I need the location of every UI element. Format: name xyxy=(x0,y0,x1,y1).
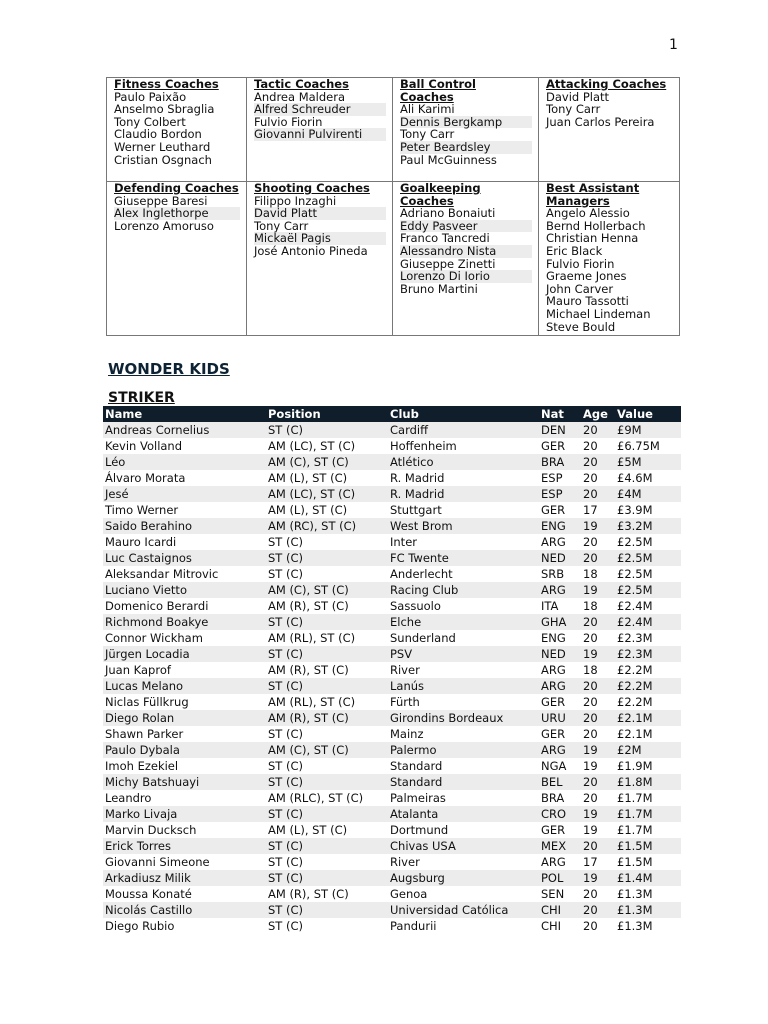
coach-category-cell xyxy=(539,182,680,336)
cell-age: 18 xyxy=(583,599,598,613)
cell-value: £5M xyxy=(615,454,681,470)
coach-name: Eddy Pasveer xyxy=(400,220,532,233)
page-number: 1 xyxy=(669,37,678,53)
cell-nat: CHI xyxy=(541,919,562,933)
cell-club: Augsburg xyxy=(388,870,539,886)
coach-name: Filippo Inzaghi xyxy=(254,193,337,208)
cell-nat: SEN xyxy=(541,887,565,901)
coach-category-cell xyxy=(247,78,393,182)
cell-name: Jürgen Locadia xyxy=(103,646,266,662)
cell-nat: NGA xyxy=(541,759,567,773)
coach-category-cell xyxy=(247,182,393,336)
table-row xyxy=(103,550,681,566)
cell-position: AM (R), ST (C) xyxy=(268,887,349,901)
cell-age: 20 xyxy=(583,439,598,453)
cell-name: Diego Rolan xyxy=(103,710,266,726)
cell-name: Paulo Dybala xyxy=(103,742,266,758)
cell-nat: ENG xyxy=(539,518,581,534)
coach-name: Tony Carr xyxy=(254,218,309,233)
cell-value: £1.9M xyxy=(617,759,653,773)
coach-category-cell xyxy=(107,182,247,336)
coach-name: Paul McGuinness xyxy=(400,152,497,167)
cell-value: £2.2M xyxy=(617,663,653,677)
coaches-table xyxy=(106,77,680,336)
cell-name: Giovanni Simeone xyxy=(105,855,210,869)
table-row xyxy=(103,518,681,534)
table-row xyxy=(103,678,681,694)
cell-value: £2.5M xyxy=(617,535,653,549)
cell-name: Mauro Icardi xyxy=(105,535,177,549)
coach-category-title: Attacking Coaches xyxy=(546,77,667,91)
cell-age: 20 xyxy=(581,454,615,470)
coach-name: Bernd Hollerbach xyxy=(546,218,646,233)
cell-age: 20 xyxy=(583,631,598,645)
coach-name: Steve Bould xyxy=(546,319,616,334)
cell-age: 19 xyxy=(581,646,615,662)
cell-nat: GER xyxy=(541,727,566,741)
cell-club: Hoffenheim xyxy=(390,439,457,453)
table-row xyxy=(103,774,681,790)
table-row xyxy=(103,854,681,870)
cell-club: Atlético xyxy=(388,454,539,470)
coach-name: Werner Leuthard xyxy=(114,139,211,154)
cell-position: ST (C) xyxy=(266,838,388,854)
coach-name: Fulvio Fiorin xyxy=(546,256,615,271)
cell-age: 20 xyxy=(583,727,598,741)
coach-name: Franco Tancredi xyxy=(400,231,490,246)
column-header-club: Club xyxy=(388,406,539,422)
cell-position: AM (L), ST (C) xyxy=(268,503,348,517)
cell-age: 18 xyxy=(583,567,598,581)
coach-category-title: Defending Coaches xyxy=(114,181,239,195)
table-row xyxy=(103,790,681,806)
cell-value: £1.3M xyxy=(617,887,653,901)
cell-nat: ITA xyxy=(541,599,559,613)
cell-name: Niclas Füllkrug xyxy=(105,695,189,709)
coach-name: Giovanni Pulvirenti xyxy=(254,128,386,141)
subsection-title: STRIKER xyxy=(108,390,175,406)
cell-value: £2M xyxy=(615,742,681,758)
cell-nat: URU xyxy=(539,710,581,726)
coach-category-cell xyxy=(393,182,539,336)
table-row xyxy=(103,454,681,470)
cell-name: Luciano Vietto xyxy=(103,582,266,598)
cell-club: River xyxy=(390,663,420,677)
coach-name: José Antonio Pineda xyxy=(254,243,368,258)
cell-name: Juan Kaprof xyxy=(105,663,171,677)
coach-name: Mickaël Pagis xyxy=(254,232,386,245)
cell-name: Leandro xyxy=(105,791,152,805)
cell-club: Sunderland xyxy=(390,631,456,645)
cell-club: Fürth xyxy=(390,695,420,709)
cell-name: Andreas Cornelius xyxy=(103,422,266,438)
cell-name: Lucas Melano xyxy=(103,678,266,694)
cell-club: Girondins Bordeaux xyxy=(388,710,539,726)
cell-value: £1.8M xyxy=(615,774,681,790)
coach-name: David Platt xyxy=(254,207,386,220)
coach-name: Tony Carr xyxy=(400,127,455,142)
cell-age: 17 xyxy=(583,855,598,869)
cell-age: 20 xyxy=(581,902,615,918)
cell-name: Marvin Ducksch xyxy=(105,823,197,837)
cell-position: ST (C) xyxy=(266,646,388,662)
cell-age: 20 xyxy=(583,887,598,901)
cell-position: AM (C), ST (C) xyxy=(266,454,388,470)
cell-name: Timo Werner xyxy=(105,503,179,517)
cell-position: ST (C) xyxy=(268,919,303,933)
cell-nat: NED xyxy=(539,550,581,566)
cell-value: £1.4M xyxy=(615,870,681,886)
cell-age: 19 xyxy=(581,806,615,822)
coach-name: Claudio Bordon xyxy=(114,127,202,142)
cell-nat: BRA xyxy=(541,791,565,805)
cell-nat: ENG xyxy=(541,631,566,645)
cell-name: Richmond Boakye xyxy=(103,614,266,630)
cell-position: ST (C) xyxy=(268,567,303,581)
cell-name: Nicolás Castillo xyxy=(103,902,266,918)
coach-name: Andrea Maldera xyxy=(254,89,346,104)
table-row xyxy=(103,902,681,918)
cell-age: 19 xyxy=(583,759,598,773)
coach-name: Adriano Bonaiuti xyxy=(400,206,496,221)
cell-value: £2.4M xyxy=(617,599,653,613)
cell-name: Arkadiusz Milik xyxy=(103,870,266,886)
cell-nat: ARG xyxy=(541,535,566,549)
cell-name: Shawn Parker xyxy=(105,727,184,741)
coach-name: Peter Beardsley xyxy=(400,141,532,154)
table-row xyxy=(103,486,681,502)
table-row xyxy=(103,806,681,822)
table-row xyxy=(103,886,681,902)
cell-age: 19 xyxy=(581,518,615,534)
cell-age: 20 xyxy=(581,614,615,630)
cell-name: Domenico Berardi xyxy=(105,599,209,613)
table-row xyxy=(103,598,681,614)
coach-name: Juan Carlos Pereira xyxy=(546,114,655,129)
coach-category-title: Goalkeeping Coaches xyxy=(400,181,481,208)
cell-value: £2.5M xyxy=(617,567,653,581)
cell-age: 20 xyxy=(581,486,615,502)
cell-position: ST (C) xyxy=(266,422,388,438)
table-row xyxy=(103,838,681,854)
cell-nat: ARG xyxy=(539,678,581,694)
cell-club: Lanús xyxy=(388,678,539,694)
column-header-nat: Nat xyxy=(539,406,581,422)
cell-position: ST (C) xyxy=(268,759,303,773)
cell-club: Universidad Católica xyxy=(388,902,539,918)
cell-nat: ESP xyxy=(541,471,563,485)
cell-position: ST (C) xyxy=(268,855,303,869)
cell-value: £1.7M xyxy=(617,823,653,837)
column-header-position: Position xyxy=(266,406,388,422)
cell-position: AM (RL), ST (C) xyxy=(268,631,356,645)
table-row xyxy=(103,438,681,454)
cell-nat: MEX xyxy=(539,838,581,854)
cell-club: Racing Club xyxy=(388,582,539,598)
cell-age: 19 xyxy=(581,582,615,598)
cell-position: AM (R), ST (C) xyxy=(268,663,349,677)
cell-name: Connor Wickham xyxy=(105,631,203,645)
cell-position: ST (C) xyxy=(266,550,388,566)
coach-name: Fulvio Fiorin xyxy=(254,114,323,129)
cell-value: £4.6M xyxy=(617,471,653,485)
table-row xyxy=(103,870,681,886)
cell-nat: ARG xyxy=(539,742,581,758)
coach-name: Graeme Jones xyxy=(546,269,627,284)
cell-name: Álvaro Morata xyxy=(105,471,186,485)
cell-value: £6.75M xyxy=(617,439,660,453)
cell-nat: BEL xyxy=(539,774,581,790)
coach-name: Eric Black xyxy=(546,243,603,258)
cell-name: Marko Livaja xyxy=(103,806,266,822)
cell-age: 20 xyxy=(581,422,615,438)
coach-name: Mauro Tassotti xyxy=(546,294,629,309)
coach-category-title: Best Assistant Managers xyxy=(546,181,640,208)
table-row xyxy=(103,630,681,646)
coach-category-title: Ball Control Coaches xyxy=(400,77,476,104)
coach-name: Tony Carr xyxy=(546,102,601,117)
coach-name: Alessandro Nista xyxy=(400,245,532,258)
cell-club: Mainz xyxy=(390,727,424,741)
cell-name: Michy Batshuayi xyxy=(103,774,266,790)
coach-name: Anselmo Sbraglia xyxy=(114,102,215,117)
cell-club: Anderlecht xyxy=(390,567,453,581)
cell-nat: SRB xyxy=(541,567,565,581)
cell-name: Kevin Volland xyxy=(105,439,183,453)
cell-club: Atalanta xyxy=(388,806,539,822)
cell-value: £1.7M xyxy=(615,806,681,822)
cell-nat: GER xyxy=(541,503,566,517)
cell-value: £2.5M xyxy=(615,582,681,598)
cell-club: R. Madrid xyxy=(388,486,539,502)
cell-age: 20 xyxy=(583,471,598,485)
coach-name: Christian Henna xyxy=(546,231,639,246)
table-row xyxy=(103,662,681,678)
cell-age: 20 xyxy=(581,838,615,854)
cell-position: AM (L), ST (C) xyxy=(268,471,348,485)
cell-position: AM (R), ST (C) xyxy=(266,710,388,726)
cell-nat: GER xyxy=(541,439,566,453)
cell-nat: NED xyxy=(539,646,581,662)
coach-name: Alex Inglethorpe xyxy=(114,207,240,220)
cell-age: 20 xyxy=(581,774,615,790)
cell-club: Elche xyxy=(388,614,539,630)
column-header-age: Age xyxy=(581,406,615,422)
cell-value: £2.3M xyxy=(617,631,653,645)
cell-position: AM (LC), ST (C) xyxy=(268,439,356,453)
cell-age: 19 xyxy=(583,823,598,837)
cell-nat: GHA xyxy=(539,614,581,630)
cell-position: AM (R), ST (C) xyxy=(268,599,349,613)
cell-position: ST (C) xyxy=(268,727,303,741)
cell-position: ST (C) xyxy=(266,774,388,790)
cell-position: AM (L), ST (C) xyxy=(268,823,348,837)
table-row xyxy=(103,918,681,934)
cell-value: £2.1M xyxy=(615,710,681,726)
cell-name: Léo xyxy=(103,454,266,470)
cell-club: Chivas USA xyxy=(388,838,539,854)
coach-category-cell xyxy=(393,78,539,182)
cell-club: Standard xyxy=(390,759,443,773)
cell-club: R. Madrid xyxy=(390,471,445,485)
table-row xyxy=(103,694,681,710)
cell-age: 20 xyxy=(581,678,615,694)
coach-name: John Carver xyxy=(546,281,614,296)
cell-position: ST (C) xyxy=(266,902,388,918)
cell-nat: ARG xyxy=(541,663,566,677)
cell-nat: GER xyxy=(541,695,566,709)
coach-category-title: Shooting Coaches xyxy=(254,181,370,195)
table-row xyxy=(103,566,681,582)
cell-position: ST (C) xyxy=(266,678,388,694)
coaches-row xyxy=(107,78,680,182)
cell-value: £3.9M xyxy=(617,503,653,517)
cell-club: Sassuolo xyxy=(390,599,441,613)
table-row xyxy=(103,822,681,838)
column-header-name: Name xyxy=(103,406,266,422)
wonder-kids-table xyxy=(103,406,681,934)
cell-name: Erick Torres xyxy=(103,838,266,854)
cell-nat: ARG xyxy=(539,582,581,598)
coach-name: Alfred Schreuder xyxy=(254,103,386,116)
table-row xyxy=(103,470,681,486)
coach-name: Ali Karimi xyxy=(400,102,455,117)
cell-value: £9M xyxy=(615,422,681,438)
coach-name: Michael Lindeman xyxy=(546,306,651,321)
cell-age: 20 xyxy=(583,919,598,933)
coach-name: Cristian Osgnach xyxy=(114,152,212,167)
cell-club: Pandurii xyxy=(390,919,437,933)
coach-category-cell xyxy=(107,78,247,182)
cell-nat: CRO xyxy=(539,806,581,822)
cell-value: £1.3M xyxy=(617,919,653,933)
cell-value: £4M xyxy=(615,486,681,502)
cell-value: £2.2M xyxy=(617,695,653,709)
cell-value: £2.3M xyxy=(615,646,681,662)
cell-club: Stuttgart xyxy=(390,503,442,517)
cell-club: Cardiff xyxy=(388,422,539,438)
cell-club: FC Twente xyxy=(388,550,539,566)
cell-nat: ESP xyxy=(539,486,581,502)
cell-position: AM (LC), ST (C) xyxy=(266,486,388,502)
cell-value: £2.2M xyxy=(615,678,681,694)
cell-name: Jesé xyxy=(103,486,266,502)
section-title: WONDER KIDS xyxy=(108,360,230,378)
coach-name: Angelo Alessio xyxy=(546,206,630,221)
cell-nat: DEN xyxy=(539,422,581,438)
cell-position: AM (C), ST (C) xyxy=(266,742,388,758)
cell-value: £2.5M xyxy=(615,550,681,566)
column-header-value: Value xyxy=(615,406,681,422)
cell-position: AM (RC), ST (C) xyxy=(266,518,388,534)
table-row xyxy=(103,758,681,774)
coach-category-cell xyxy=(539,78,680,182)
cell-nat: POL xyxy=(539,870,581,886)
table-row xyxy=(103,710,681,726)
cell-club: PSV xyxy=(388,646,539,662)
coaches-row xyxy=(107,182,680,336)
cell-age: 18 xyxy=(583,663,598,677)
cell-nat: CHI xyxy=(539,902,581,918)
cell-position: AM (C), ST (C) xyxy=(266,582,388,598)
coach-name: Giuseppe Zinetti xyxy=(400,256,496,271)
table-row xyxy=(103,726,681,742)
table-row xyxy=(103,422,681,438)
cell-club: Inter xyxy=(390,535,417,549)
coach-category-title: Tactic Coaches xyxy=(254,77,349,91)
cell-club: Palmeiras xyxy=(390,791,446,805)
table-row xyxy=(103,646,681,662)
table-row xyxy=(103,502,681,518)
coach-name: Giuseppe Baresi xyxy=(114,193,208,208)
coach-category-title: Fitness Coaches xyxy=(114,77,219,91)
cell-name: Moussa Konaté xyxy=(105,887,192,901)
coach-name: Lorenzo Amoruso xyxy=(114,218,214,233)
cell-age: 20 xyxy=(583,695,598,709)
cell-age: 20 xyxy=(583,791,598,805)
cell-nat: ARG xyxy=(541,855,566,869)
table-row xyxy=(103,582,681,598)
cell-age: 20 xyxy=(581,710,615,726)
cell-age: 20 xyxy=(583,535,598,549)
cell-value: £2.4M xyxy=(615,614,681,630)
cell-club: West Brom xyxy=(388,518,539,534)
cell-value: £1.3M xyxy=(615,902,681,918)
coach-name: Tony Colbert xyxy=(114,114,186,129)
table-row xyxy=(103,534,681,550)
table-row xyxy=(103,614,681,630)
cell-name: Diego Rubio xyxy=(105,919,175,933)
coach-name: David Platt xyxy=(546,89,610,104)
cell-value: £2.1M xyxy=(617,727,653,741)
cell-club: Dortmund xyxy=(390,823,449,837)
cell-name: Saido Berahino xyxy=(103,518,266,534)
cell-club: Palermo xyxy=(388,742,539,758)
cell-position: AM (RLC), ST (C) xyxy=(268,791,364,805)
cell-name: Luc Castaignos xyxy=(103,550,266,566)
cell-name: Aleksandar Mitrovic xyxy=(105,567,219,581)
cell-value: £1.7M xyxy=(617,791,653,805)
table-header-row xyxy=(103,406,681,422)
coach-name: Dennis Bergkamp xyxy=(400,116,532,129)
cell-position: ST (C) xyxy=(266,870,388,886)
cell-name: Imoh Ezekiel xyxy=(105,759,179,773)
cell-age: 20 xyxy=(581,550,615,566)
cell-age: 19 xyxy=(581,870,615,886)
cell-nat: BRA xyxy=(539,454,581,470)
cell-value: £3.2M xyxy=(615,518,681,534)
cell-club: River xyxy=(390,855,420,869)
table-row xyxy=(103,742,681,758)
cell-age: 19 xyxy=(581,742,615,758)
coach-name: Lorenzo Di Iorio xyxy=(400,270,532,283)
cell-position: AM (RL), ST (C) xyxy=(268,695,356,709)
cell-age: 17 xyxy=(583,503,598,517)
cell-value: £1.5M xyxy=(615,838,681,854)
cell-value: £1.5M xyxy=(617,855,653,869)
cell-position: ST (C) xyxy=(268,535,303,549)
coach-name: Paulo Paixão xyxy=(114,89,187,104)
coach-name: Bruno Martini xyxy=(400,281,478,296)
cell-club: Genoa xyxy=(390,887,428,901)
cell-position: ST (C) xyxy=(266,806,388,822)
cell-nat: GER xyxy=(541,823,566,837)
cell-club: Standard xyxy=(388,774,539,790)
cell-position: ST (C) xyxy=(266,614,388,630)
